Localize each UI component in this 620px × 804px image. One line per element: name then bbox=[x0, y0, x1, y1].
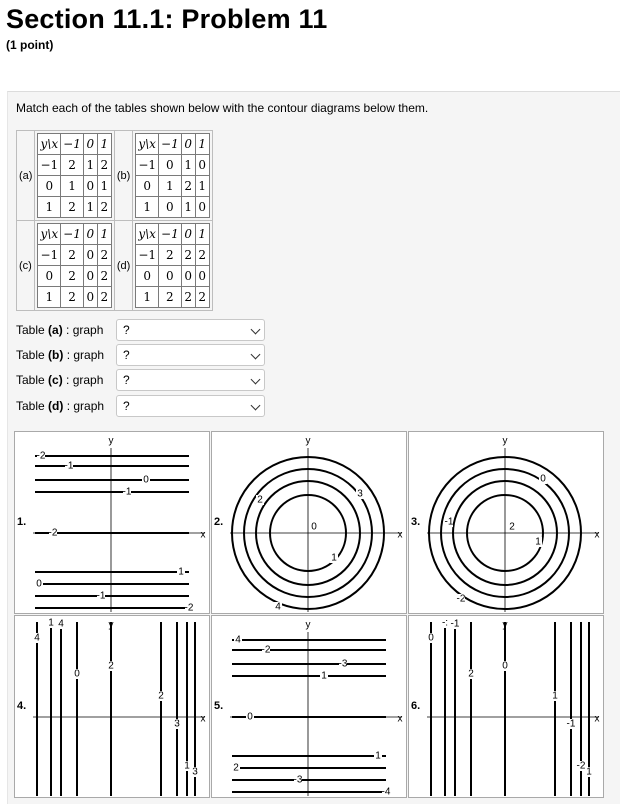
contour-label: 4 bbox=[34, 632, 40, 644]
column-header: 1 bbox=[97, 224, 111, 245]
x-axis-label: x bbox=[397, 529, 403, 541]
value-table-a bbox=[35, 131, 114, 221]
table-cell: 0 bbox=[195, 266, 209, 287]
table-cell: 2 bbox=[195, 287, 209, 308]
table-cell: 1 bbox=[181, 155, 195, 176]
column-header: −1 bbox=[159, 224, 182, 245]
column-header: 1 bbox=[195, 224, 209, 245]
contour-label: 4 bbox=[275, 601, 281, 613]
contour-graph-6 bbox=[423, 616, 603, 799]
question-prefix: Table bbox=[16, 399, 49, 413]
row-header: −1 bbox=[38, 155, 61, 176]
contour-label: 2 bbox=[509, 521, 515, 533]
contour-label: -1 bbox=[64, 460, 74, 472]
contour-label: 1 bbox=[552, 690, 558, 702]
column-header: 0 bbox=[83, 224, 97, 245]
graph-cell-5 bbox=[211, 615, 407, 798]
chevron-down-icon bbox=[251, 401, 261, 411]
select-value: ? bbox=[123, 323, 130, 337]
graph-number: 4. bbox=[17, 700, 27, 712]
contour-label: -2 bbox=[576, 760, 586, 772]
select-value: ? bbox=[123, 373, 130, 387]
table-cell: 1 bbox=[195, 176, 209, 197]
contour-graph-5 bbox=[226, 616, 406, 799]
row-header: −1 bbox=[38, 245, 61, 266]
contour-label: 1 bbox=[375, 750, 381, 762]
contour-label: 0 bbox=[540, 473, 546, 485]
contour-label: -3 bbox=[293, 774, 303, 786]
table-cell: 0 bbox=[159, 197, 182, 218]
contour-label: 3 bbox=[174, 718, 180, 730]
question-letter: (a) bbox=[48, 323, 63, 337]
table-cell: 2 bbox=[97, 287, 111, 308]
points-label: (1 point) bbox=[6, 38, 54, 52]
instructions: Match each of the tables shown below with the contour diagrams below them. bbox=[16, 101, 429, 115]
table-cell: 2 bbox=[181, 245, 195, 266]
x-axis-label: x bbox=[200, 713, 206, 725]
x-axis-label: x bbox=[397, 713, 403, 725]
table-cell: 2 bbox=[97, 197, 111, 218]
row-header: −1 bbox=[136, 245, 159, 266]
graph-select-d[interactable] bbox=[116, 395, 265, 417]
contour-label: -1 bbox=[122, 486, 132, 498]
question-letter: (c) bbox=[48, 373, 63, 387]
contour-label: 0 bbox=[36, 578, 42, 590]
column-header: 1 bbox=[97, 134, 111, 155]
contour-label: -2 bbox=[261, 644, 271, 656]
select-value: ? bbox=[123, 399, 130, 413]
question-letter: (d) bbox=[48, 399, 64, 413]
graph-number: 1. bbox=[17, 516, 27, 528]
chevron-down-icon bbox=[251, 375, 261, 385]
question-row-b bbox=[16, 345, 130, 365]
table-cell: 1 bbox=[83, 197, 97, 218]
contour-label: 0 bbox=[247, 711, 253, 723]
tables-grid bbox=[16, 130, 213, 311]
table-label-b: (b) bbox=[114, 131, 132, 221]
contour-label: -1 bbox=[450, 618, 460, 630]
graph-number: 2. bbox=[214, 516, 224, 528]
y-axis-label: y bbox=[305, 435, 311, 447]
row-header: 0 bbox=[38, 266, 61, 287]
graph-number: 3. bbox=[411, 516, 421, 528]
contour-label: -1 bbox=[566, 718, 576, 730]
y-axis-label: y bbox=[108, 619, 114, 631]
contour-label: -2 bbox=[48, 527, 58, 539]
table-cell: 1 bbox=[181, 197, 195, 218]
table-cell: 2 bbox=[61, 197, 84, 218]
table-cell: 2 bbox=[181, 287, 195, 308]
row-header: 1 bbox=[38, 197, 61, 218]
table-cell: 2 bbox=[61, 266, 84, 287]
column-header: −1 bbox=[61, 134, 84, 155]
question-prefix: Table bbox=[16, 348, 49, 362]
question-prefix: Table bbox=[16, 323, 49, 337]
chevron-down-icon bbox=[251, 325, 261, 335]
value-table-d bbox=[133, 221, 212, 311]
y-axis-label: y bbox=[502, 619, 508, 631]
graph-number: 5. bbox=[214, 700, 224, 712]
x-axis-label: x bbox=[594, 529, 600, 541]
table-corner-header: y\x bbox=[38, 224, 61, 245]
table-cell: 0 bbox=[181, 266, 195, 287]
contour-label: 0 bbox=[502, 660, 508, 672]
column-header: −1 bbox=[61, 224, 84, 245]
table-cell: 1 bbox=[83, 155, 97, 176]
table-cell: 2 bbox=[61, 155, 84, 176]
question-row-c bbox=[16, 370, 130, 390]
table-corner-header: y\x bbox=[38, 134, 61, 155]
contour-label: -2 bbox=[36, 450, 46, 462]
contour-label: -2 bbox=[184, 602, 194, 614]
contour-label: 0 bbox=[74, 668, 80, 680]
question-suffix: : graph bbox=[62, 323, 104, 337]
x-axis-label: x bbox=[200, 529, 206, 541]
contour-label: 2 bbox=[233, 762, 239, 774]
graph-select-b[interactable] bbox=[116, 344, 265, 366]
contour-label: 1 bbox=[178, 566, 184, 578]
table-label-a: (a) bbox=[17, 131, 35, 221]
graph-number: 6. bbox=[411, 700, 421, 712]
contour-label: 1 bbox=[48, 617, 54, 629]
contour-label: 1 bbox=[184, 760, 190, 772]
table-cell: 0 bbox=[159, 266, 182, 287]
contour-label: 3 bbox=[192, 766, 198, 778]
column-header: 0 bbox=[181, 134, 195, 155]
row-header: 0 bbox=[136, 266, 159, 287]
table-cell: 0 bbox=[83, 176, 97, 197]
y-axis-label: y bbox=[305, 619, 311, 631]
chevron-down-icon bbox=[251, 350, 261, 360]
table-corner-header: y\x bbox=[136, 224, 159, 245]
contour-label: -: bbox=[441, 617, 449, 629]
x-axis-label: x bbox=[594, 713, 600, 725]
graph-cell-1 bbox=[14, 431, 210, 614]
question-suffix: : graph bbox=[63, 348, 105, 362]
contour-label: 0 bbox=[143, 474, 149, 486]
value-table-c bbox=[35, 221, 114, 311]
row-header: 1 bbox=[136, 287, 159, 308]
table-cell: 2 bbox=[97, 245, 111, 266]
contour-label: 1 bbox=[321, 670, 327, 682]
table-cell: 0 bbox=[195, 155, 209, 176]
question-suffix: : graph bbox=[63, 399, 105, 413]
graph-select-a[interactable] bbox=[116, 319, 265, 341]
y-axis-label: y bbox=[502, 435, 508, 447]
contour-label: 4 bbox=[235, 634, 241, 646]
column-header: 0 bbox=[83, 134, 97, 155]
table-cell: 2 bbox=[159, 287, 182, 308]
table-corner-header: y\x bbox=[136, 134, 159, 155]
question-row-a bbox=[16, 320, 130, 340]
question-letter: (b) bbox=[48, 348, 64, 362]
row-header: 1 bbox=[38, 287, 61, 308]
row-header: 1 bbox=[136, 197, 159, 218]
column-header: 1 bbox=[195, 134, 209, 155]
table-cell: 0 bbox=[83, 245, 97, 266]
page-title: Section 11.1: Problem 11 bbox=[6, 4, 328, 34]
contour-label: 4 bbox=[58, 618, 64, 630]
table-cell: 1 bbox=[97, 176, 111, 197]
y-axis-label: y bbox=[108, 435, 114, 447]
contour-label: 3 bbox=[357, 488, 363, 500]
row-header: 0 bbox=[136, 176, 159, 197]
contour-label: -3 bbox=[338, 658, 348, 670]
table-cell: 0 bbox=[195, 197, 209, 218]
table-cell: 2 bbox=[195, 245, 209, 266]
row-header: −1 bbox=[136, 155, 159, 176]
table-cell: 2 bbox=[97, 155, 111, 176]
contour-label: -1 bbox=[96, 590, 106, 602]
table-cell: 0 bbox=[159, 155, 182, 176]
contour-graph-3 bbox=[423, 432, 603, 615]
graph-cell-3 bbox=[408, 431, 604, 614]
contour-label: 0 bbox=[428, 632, 434, 644]
contour-label: 1 bbox=[535, 536, 541, 548]
select-value: ? bbox=[123, 348, 130, 362]
graph-select-c[interactable] bbox=[116, 369, 265, 391]
table-cell: 2 bbox=[181, 176, 195, 197]
contour-label: -2 bbox=[456, 593, 466, 605]
contour-label: 2 bbox=[257, 494, 263, 506]
graph-cell-4 bbox=[14, 615, 210, 798]
graph-cell-2 bbox=[211, 431, 407, 614]
contour-label: 2 bbox=[468, 668, 474, 680]
table-label-d: (d) bbox=[114, 221, 132, 311]
table-cell: 2 bbox=[159, 245, 182, 266]
contour-label: 0 bbox=[311, 521, 317, 533]
column-header: 0 bbox=[181, 224, 195, 245]
contour-label: 2 bbox=[108, 660, 114, 672]
column-header: −1 bbox=[159, 134, 182, 155]
contour-label: 2 bbox=[158, 690, 164, 702]
row-header: 0 bbox=[38, 176, 61, 197]
contour-label: 1 bbox=[586, 766, 592, 778]
table-cell: 2 bbox=[97, 266, 111, 287]
question-row-d bbox=[16, 396, 130, 416]
question-suffix: : graph bbox=[62, 373, 104, 387]
table-cell: 2 bbox=[61, 245, 84, 266]
contour-label: -4 bbox=[381, 786, 391, 798]
value-table-b bbox=[133, 131, 212, 221]
table-cell: 0 bbox=[83, 287, 97, 308]
table-cell: 0 bbox=[83, 266, 97, 287]
table-label-c: (c) bbox=[17, 221, 35, 311]
contour-label: -1 bbox=[444, 516, 454, 528]
question-prefix: Table bbox=[16, 373, 49, 387]
table-cell: 1 bbox=[159, 176, 182, 197]
contour-label: 1 bbox=[331, 552, 337, 564]
table-cell: 1 bbox=[61, 176, 84, 197]
contour-graph-1 bbox=[29, 432, 209, 615]
contour-graph-4 bbox=[29, 616, 209, 799]
contour-graph-2 bbox=[226, 432, 406, 615]
graph-cell-6 bbox=[408, 615, 604, 798]
table-cell: 2 bbox=[61, 287, 84, 308]
